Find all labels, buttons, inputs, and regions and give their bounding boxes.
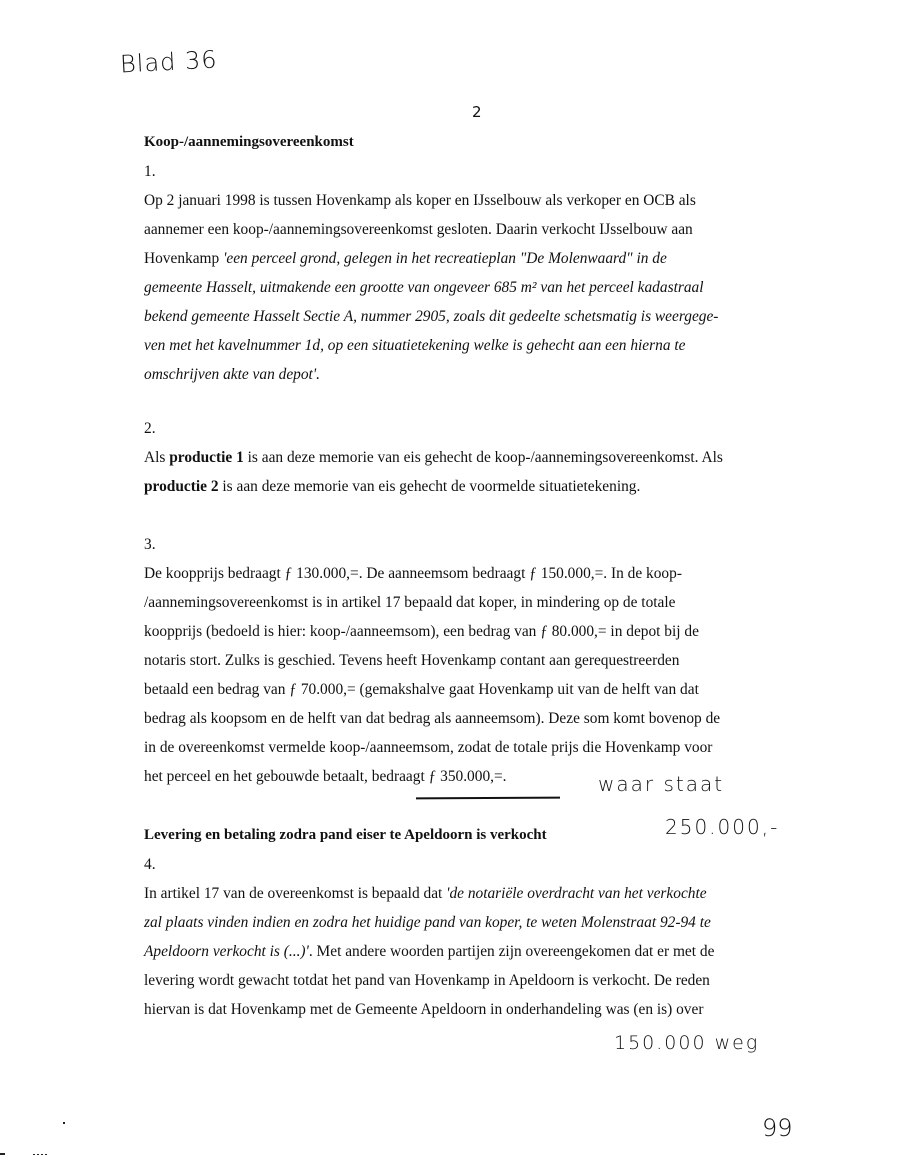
text-run: productie 2 [144, 478, 219, 495]
paragraph-number: 3. [144, 536, 156, 553]
text-line [144, 995, 824, 1024]
scan-speck [63, 1122, 65, 1124]
text-line [144, 443, 824, 472]
section-levering [144, 821, 824, 1024]
handwritten-note-amount: 250.000,- [665, 815, 780, 839]
text-run: in de overeenkomst vermelde koop-/aanneemsom, zodat de totale prijs die Hovenkamp voor [144, 739, 713, 756]
text-line [144, 273, 824, 302]
paragraph-4 [144, 879, 824, 1024]
text-line [144, 588, 824, 617]
text-line [144, 908, 824, 937]
text-line [144, 186, 824, 215]
text-run: koopprijs (bedoeld is hier: koop-/aanneemsom), een bedrag van ƒ 80.000,= in depot bij de [144, 623, 699, 640]
page-number: 2 [472, 103, 482, 121]
text-run: Op 2 januari 1998 is tussen Hovenkamp als koper en IJsselbouw als verkoper en OCB als [144, 192, 696, 209]
text-line [144, 559, 824, 588]
text-run: 'de notariële overdracht van het verkochte [446, 885, 707, 902]
text-line [144, 646, 824, 675]
text-run: levering wordt gewacht totdat het pand van Hovenkamp in Apeldoorn is verkocht. De reden [144, 972, 710, 989]
text-run: gemeente Hasselt, uitmakende een grootte van ongeveer 685 m² van het perceel kadastraal [144, 279, 704, 296]
paragraph-number: 2. [144, 420, 156, 437]
paragraph-2-block [144, 414, 824, 501]
text-run: betaald een bedrag van ƒ 70.000,= (gemakshalve gaat Hovenkamp uit van de helft van dat [144, 681, 699, 698]
text-line [144, 244, 824, 273]
scan-speck [0, 1153, 5, 1155]
text-run: aannemer een koop-/aannemingsovereenkomst gesloten. Daarin verkocht IJsselbouw aan [144, 221, 693, 238]
handwritten-folio-number: 99 [762, 1114, 793, 1142]
text-run: notaris stort. Zulks is geschied. Tevens heeft Hovenkamp contant aan gerequestreerden [144, 652, 680, 669]
paragraph-2 [144, 443, 824, 501]
text-line [144, 937, 824, 966]
text-line [144, 879, 824, 908]
text-line [144, 215, 824, 244]
text-run: 'een perceel grond, gelegen in het recreatieplan "De Molenwaard" in de [223, 250, 667, 267]
text-run: Als [144, 449, 170, 466]
text-run: Hovenkamp [144, 250, 224, 267]
paragraph-number: 4. [144, 856, 156, 873]
text-line [144, 966, 824, 995]
text-line [144, 360, 824, 389]
paragraph-number: 1. [144, 163, 156, 180]
text-run: productie 1 [169, 449, 244, 466]
text-run: hiervan is dat Hovenkamp met de Gemeente Apeldoorn in onderhandeling was (en is) over [144, 1001, 704, 1018]
text-line [144, 472, 824, 501]
text-run: De koopprijs bedraagt ƒ 130.000,=. De aanneemsom bedraagt ƒ 150.000,=. In de koop- [144, 565, 682, 582]
text-run: is aan deze memorie van eis gehecht de koop-/aannemingsovereenkomst. Als [243, 449, 723, 466]
scan-dots [33, 1154, 47, 1155]
paragraph-3 [144, 559, 824, 791]
text-run: . Met andere woorden partijen zijn overeengekomen dat er met de [308, 943, 715, 960]
text-run: bekend gemeente Hasselt Sectie A, nummer 2905, zoals dit gedeelte schetsmatig is weergege- [144, 308, 719, 325]
handwritten-underline [416, 797, 560, 800]
text-run: In artikel 17 van de overeenkomst is bepaald dat [144, 885, 447, 902]
text-run: bedrag als koopsom en de helft van dat bedrag als aanneemsom). Deze som komt bovenop de [144, 710, 721, 727]
handwritten-note-weg: 150.000 weg [614, 1032, 760, 1054]
section-koop-aanneming [144, 128, 824, 389]
text-line [144, 704, 824, 733]
text-line [144, 331, 824, 360]
text-run: omschrijven akte van depot'. [144, 366, 320, 383]
text-line [144, 302, 824, 331]
paragraph-1 [144, 186, 824, 389]
paragraph-3-block [144, 530, 824, 791]
handwritten-sheet-label: Blad 36 [119, 45, 219, 79]
text-line [144, 733, 824, 762]
text-line [144, 675, 824, 704]
section-heading: Koop-/aannemingsovereenkomst [144, 134, 354, 150]
handwritten-note-waar-staat: waar staat [598, 772, 725, 796]
section-heading: Levering en betaling zodra pand eiser te Apeldoorn is verkocht [144, 827, 547, 843]
text-line [144, 617, 824, 646]
text-run: /aannemingsovereenkomst is in artikel 17 bepaald dat koper, in mindering op de totale [144, 594, 676, 611]
text-run: Apeldoorn verkocht is (...)' [144, 943, 309, 960]
text-run: het perceel en het gebouwde betaalt, bedraagt ƒ 350.000,=. [144, 768, 507, 785]
text-run: zal plaats vinden indien en zodra het huidige pand van koper, te weten Molenstraat 92-94 te [144, 914, 711, 931]
text-run: is aan deze memorie van eis gehecht de voormelde situatietekening. [218, 478, 641, 495]
text-run: ven met het kavelnummer 1d, op een situatietekening welke is gehecht aan een hierna te [144, 337, 686, 354]
